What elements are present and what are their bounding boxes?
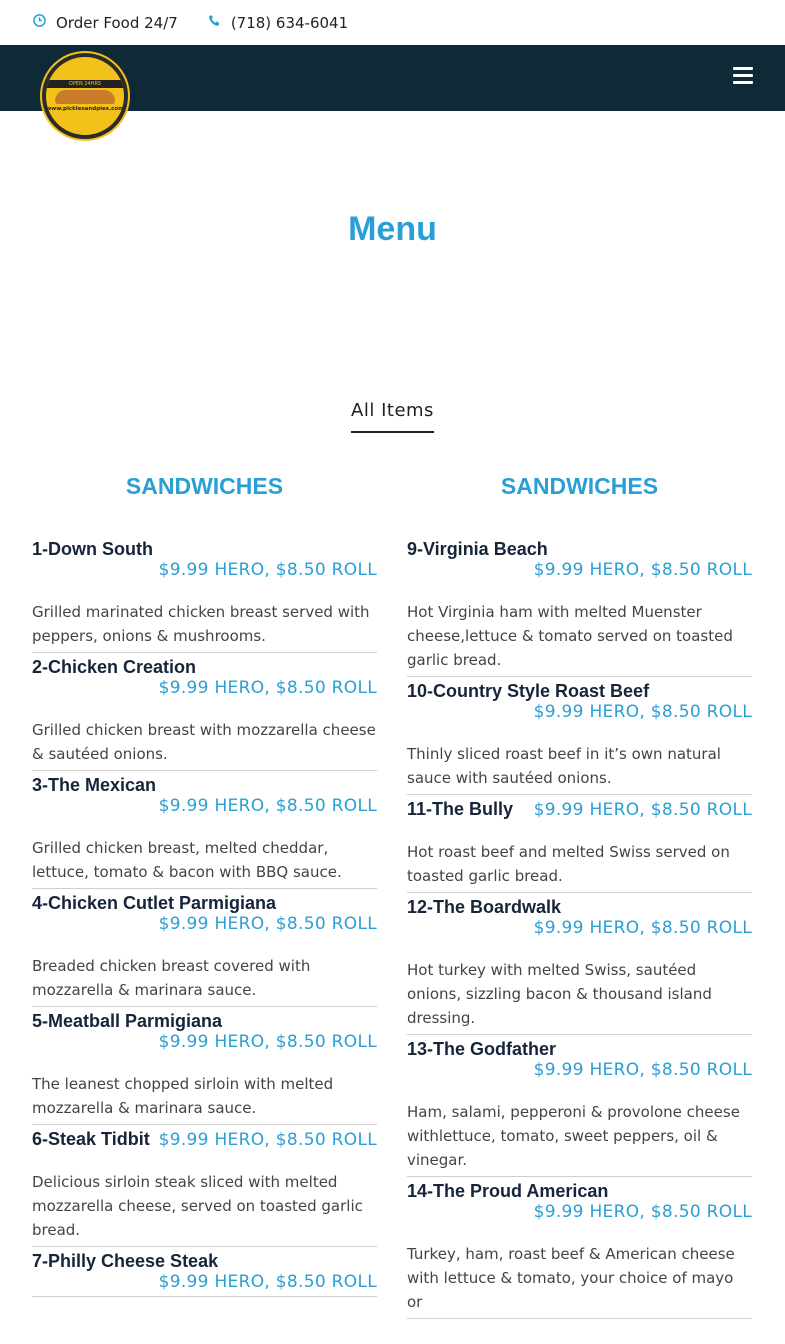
- menu-item-name: 14-The Proud American: [407, 1181, 609, 1201]
- menu-item-header: [407, 1039, 752, 1080]
- menu-item-description: Hot Virginia ham with melted Muenster cheese,lettuce & tomato served on toasted garlic bread.: [407, 603, 733, 669]
- menu-item-name: 3-The Mexican: [32, 775, 157, 795]
- category-heading: SANDWICHES: [125, 473, 284, 499]
- menu-column-right: [407, 473, 752, 1319]
- menu-item-description: Turkey, ham, roast beef & American cheese with lettuce & tomato, your choice of mayo or: [407, 1245, 735, 1311]
- menu-item-price: $9.99 HERO, $8.50 ROLL: [158, 1130, 377, 1150]
- category-heading: SANDWICHES: [500, 473, 659, 499]
- page-title: Menu: [348, 210, 437, 248]
- menu-tabs: [0, 400, 785, 473]
- menu-item-header: [407, 1181, 752, 1222]
- menu-item: [407, 535, 752, 677]
- menu-item-price: $9.99 HERO, $8.50 ROLL: [533, 800, 752, 820]
- menu-item: [407, 893, 752, 1035]
- menu-item-price: $9.99 HERO, $8.50 ROLL: [158, 796, 377, 816]
- logo-band-text: OPEN 24HRS: [46, 80, 124, 88]
- logo-url: www.picklesandpies.com: [46, 106, 124, 112]
- site-logo[interactable]: [42, 53, 128, 139]
- menu-columns: [0, 473, 785, 1319]
- menu-item-name: 9-Virginia Beach: [407, 539, 548, 559]
- menu-item-header: [407, 799, 752, 820]
- menu-item-description: Delicious sirloin steak sliced with melted mozzarella cheese, served on toasted garlic bread.: [32, 1173, 363, 1239]
- main-navbar: [0, 45, 785, 111]
- menu-column-left: [32, 473, 377, 1319]
- menu-item-name: 2-Chicken Creation: [32, 657, 197, 677]
- menu-item-name: 5-Meatball Parmigiana: [32, 1011, 223, 1031]
- menu-item-name: 11-The Bully: [407, 799, 514, 819]
- top-bar: [0, 0, 785, 45]
- menu-item-header: [32, 775, 377, 816]
- order-food-link[interactable]: [33, 14, 178, 32]
- menu-item: [407, 795, 752, 893]
- menu-item-price: $9.99 HERO, $8.50 ROLL: [533, 560, 752, 580]
- menu-item-description: Grilled chicken breast, melted cheddar, lettuce, tomato & bacon with BBQ sauce.: [32, 839, 342, 881]
- menu-item: [32, 1247, 377, 1297]
- menu-item: [32, 771, 377, 889]
- sandwich-icon: [55, 90, 115, 104]
- menu-item: [32, 653, 377, 771]
- menu-item: [407, 677, 752, 795]
- menu-item-name: 12-The Boardwalk: [407, 897, 562, 917]
- menu-item-name: 7-Philly Cheese Steak: [32, 1251, 219, 1271]
- menu-item-description: The leanest chopped sirloin with melted mozzarella & marinara sauce.: [32, 1075, 334, 1117]
- menu-item-description: Grilled marinated chicken breast served with peppers, onions & mushrooms.: [32, 603, 370, 645]
- menu-item-header: [32, 1011, 377, 1052]
- menu-item-price: $9.99 HERO, $8.50 ROLL: [158, 678, 377, 698]
- menu-item-header: [407, 897, 752, 938]
- menu-item-price: $9.99 HERO, $8.50 ROLL: [158, 1272, 377, 1292]
- menu-item-name: 1-Down South: [32, 539, 153, 559]
- menu-item-description: Thinly sliced roast beef in it’s own natural sauce with sautéed onions.: [407, 745, 721, 787]
- menu-item: [407, 1177, 752, 1319]
- menu-item-price: $9.99 HERO, $8.50 ROLL: [158, 914, 377, 934]
- menu-item: [32, 1125, 377, 1247]
- phone-link[interactable]: [208, 14, 348, 32]
- menu-item: [32, 535, 377, 653]
- tab-all-items[interactable]: All Items: [351, 400, 434, 433]
- menu-item-header: [32, 657, 377, 698]
- menu-item-name: 4-Chicken Cutlet Parmigiana: [32, 893, 277, 913]
- menu-item-price: $9.99 HERO, $8.50 ROLL: [533, 702, 752, 722]
- menu-item-description: Ham, salami, pepperoni & provolone cheese withlettuce, tomato, sweet peppers, oil & vinegar.: [407, 1103, 740, 1169]
- menu-item-header: [32, 539, 377, 580]
- menu-item-name: 13-The Godfather: [407, 1039, 557, 1059]
- menu-item-header: [32, 1129, 377, 1150]
- menu-item-description: Hot turkey with melted Swiss, sautéed onions, sizzling bacon & thousand island dressing.: [407, 961, 712, 1027]
- menu-item: [407, 1035, 752, 1177]
- menu-item-price: $9.99 HERO, $8.50 ROLL: [533, 918, 752, 938]
- hero-section: [0, 111, 785, 400]
- menu-item-header: [32, 1251, 377, 1292]
- menu-item-price: $9.99 HERO, $8.50 ROLL: [533, 1202, 752, 1222]
- menu-item-description: Breaded chicken breast covered with mozzarella & marinara sauce.: [32, 957, 311, 999]
- menu-item-name: 10-Country Style Roast Beef: [407, 681, 650, 701]
- menu-item-price: $9.99 HERO, $8.50 ROLL: [533, 1060, 752, 1080]
- menu-item-description: Hot roast beef and melted Swiss served on toasted garlic bread.: [407, 843, 730, 885]
- menu-item-header: [407, 681, 752, 722]
- menu-item-description: Grilled chicken breast with mozzarella cheese & sautéed onions.: [32, 721, 376, 763]
- menu-item: [32, 889, 377, 1007]
- order-food-label: Order Food 24/7: [56, 13, 178, 32]
- menu-item: [32, 1007, 377, 1125]
- hamburger-icon[interactable]: [733, 67, 753, 88]
- menu-item-price: $9.99 HERO, $8.50 ROLL: [158, 1032, 377, 1052]
- clock-icon: [33, 14, 46, 31]
- menu-item-header: [32, 893, 377, 934]
- phone-label: (718) 634-6041: [230, 13, 349, 32]
- phone-icon: [208, 14, 221, 31]
- menu-item-name: 6-Steak Tidbit: [32, 1129, 150, 1149]
- menu-item-header: [407, 539, 752, 580]
- menu-item-price: $9.99 HERO, $8.50 ROLL: [158, 560, 377, 580]
